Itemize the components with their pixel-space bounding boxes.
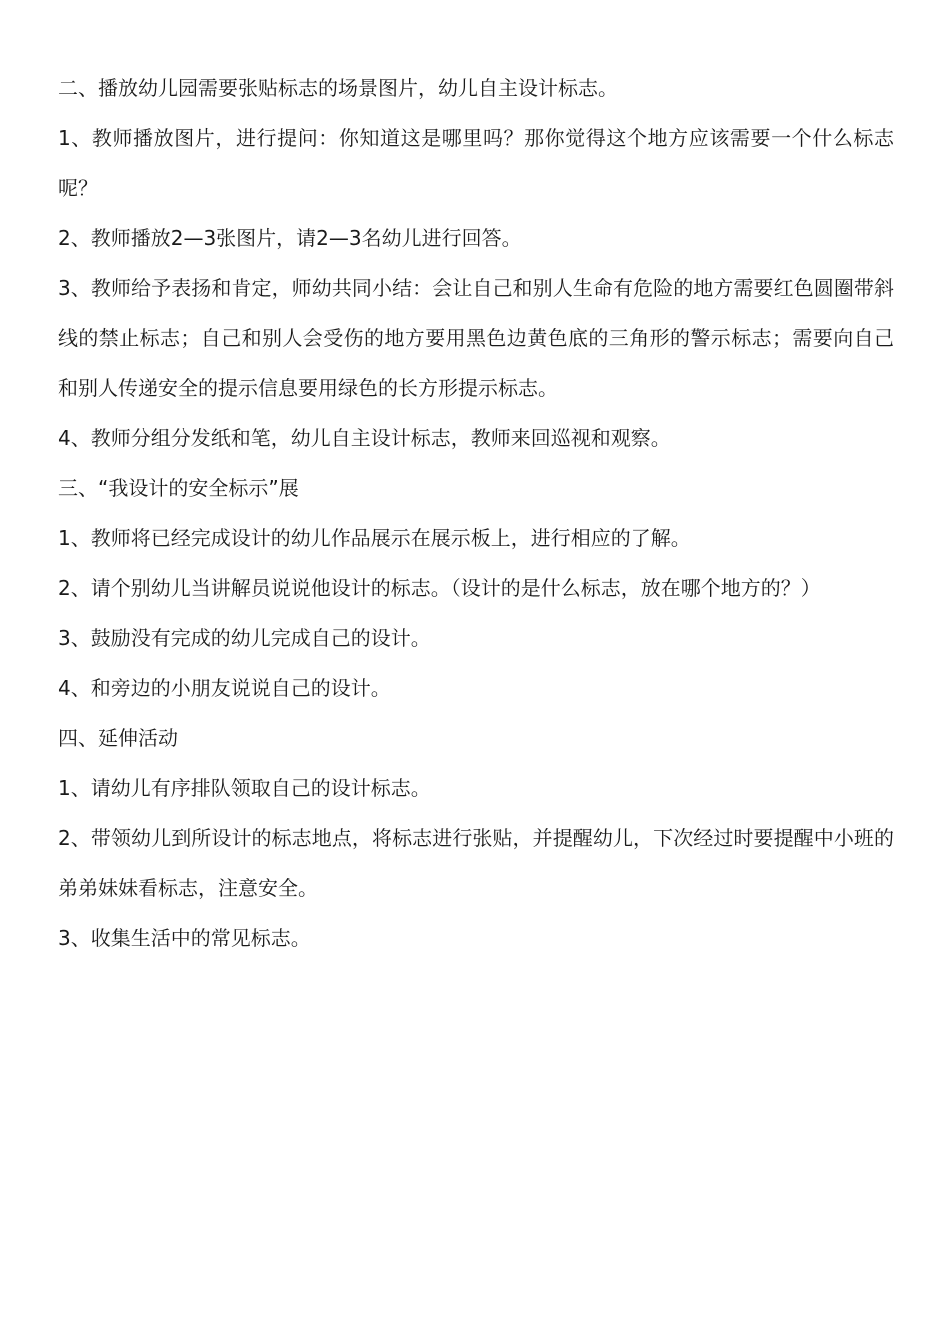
step-paragraph: 3、教师给予表扬和肯定，师幼共同小结：会让自己和别人生命有危险的地方需要红色圆圈带斜线的禁止标志；自己和别人会受伤的地方要用黑色边黄色底的三角形的警示标志；需要向自己和别人传递安全的提示信息要用绿色的长方形提示标志。 [58,276,894,400]
step-paragraph: 1、教师将已经完成设计的幼儿作品展示在展示板上，进行相应的了解。 [58,526,691,550]
step-paragraph: 4、教师分组分发纸和笔，幼儿自主设计标志，教师来回巡视和观察。 [58,426,671,450]
section-heading-2: 二、播放幼儿园需要张贴标志的场景图片，幼儿自主设计标志。 [58,76,618,100]
step-paragraph: 3、收集生活中的常见标志。 [58,926,311,950]
step-paragraph: 4、和旁边的小朋友说说自己的设计。 [58,676,391,700]
section-heading-3: 三、“我设计的安全标示”展 [58,476,299,500]
step-paragraph: 2、请个别幼儿当讲解员说说他设计的标志。（设计的是什么标志，放在哪个地方的？） [58,576,821,600]
step-paragraph: 2、教师播放2—3张图片，请2—3名幼儿进行回答。 [58,226,522,250]
step-paragraph: 3、鼓励没有完成的幼儿完成自己的设计。 [58,626,431,650]
step-paragraph: 1、请幼儿有序排队领取自己的设计标志。 [58,776,431,800]
section-heading-4: 四、延伸活动 [58,726,178,750]
document-body [58,63,894,963]
step-paragraph: 1、教师播放图片，进行提问：你知道这是哪里吗？那你觉得这个地方应该需要一个什么标志呢？ [58,126,894,200]
step-paragraph: 2、带领幼儿到所设计的标志地点，将标志进行张贴，并提醒幼儿，下次经过时要提醒中小班的弟弟妹妹看标志，注意安全。 [58,826,894,900]
